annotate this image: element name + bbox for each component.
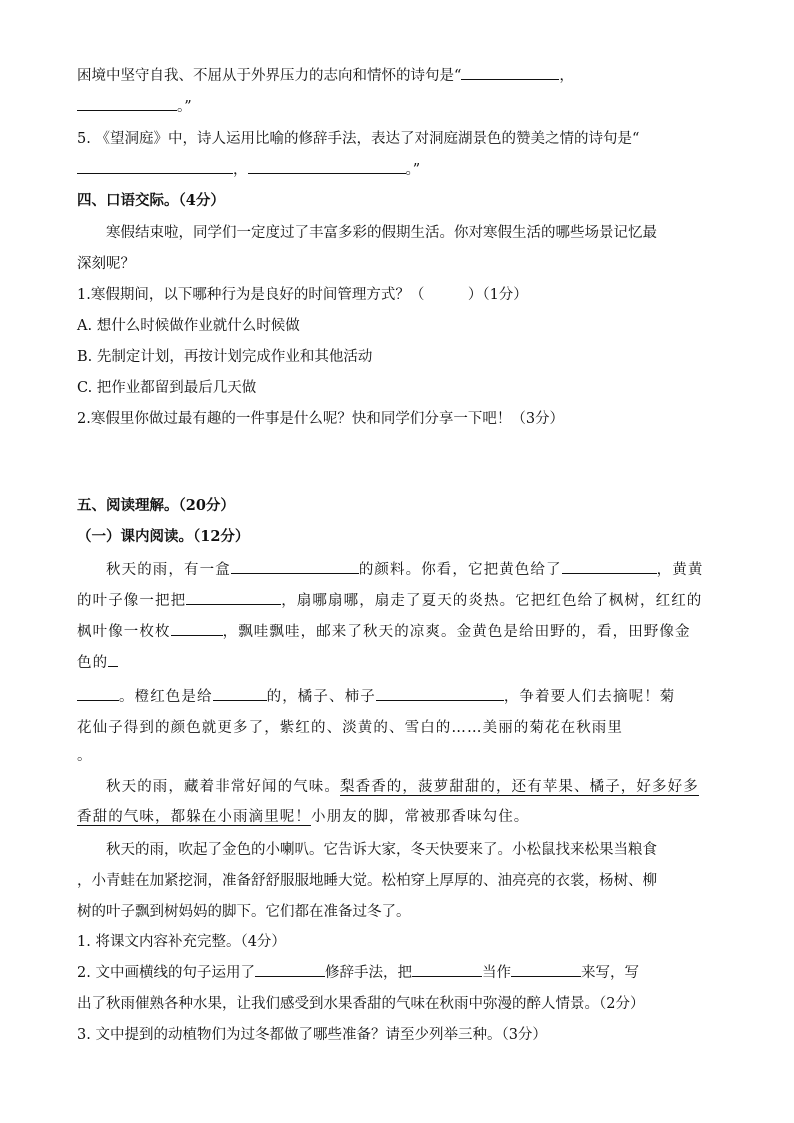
reading-question-3: 3. 文中提到的动植物们为过冬都做了哪些准备？请至少列举三种。（3分） — [77, 1027, 547, 1043]
question-text: 5. 《望洞庭》中，诗人运用比喻的修辞手法，表达了对洞庭湖景色的赞美之情的诗句是“ — [77, 131, 640, 147]
subsection-title: （一）课内阅读。（12分） — [77, 528, 250, 545]
section-4-title: 四、口语交际。（4分） — [77, 192, 225, 209]
passage-line: 花仙子得到的颜色就更多了，紫红的、淡黄的、雪白的……美丽的菊花在秋雨里 — [77, 720, 623, 736]
punct: ， — [233, 162, 248, 178]
passage-line: 。 — [77, 748, 92, 764]
answer-blank[interactable] — [412, 962, 482, 977]
answer-blank[interactable] — [255, 962, 325, 977]
question-5 — [77, 128, 639, 150]
passage-line: ，小青蛙在加紧挖洞，准备舒舒服服地睡大觉。松柏穿上厚厚的、油亮亮的衣裳，杨树、柳 — [77, 873, 657, 889]
punct: ， — [559, 68, 574, 84]
passage-line: 枫叶像一枚枚 ，飘哇飘哇，邮来了秋天的凉爽。金黄色是给田野的，看，田野像金 — [77, 621, 691, 643]
section-5-title: 五、阅读理解。（20分） — [77, 497, 235, 514]
reading-question-1: 1. 将课文内容补充完整。（4分） — [77, 934, 286, 950]
answer-blank[interactable] — [376, 686, 504, 701]
answer-blank[interactable] — [77, 96, 177, 111]
answer-blank[interactable] — [77, 686, 119, 701]
answer-blank[interactable] — [108, 652, 118, 667]
poem-fill-line-1 — [77, 65, 574, 87]
answer-blank[interactable] — [511, 962, 581, 977]
answer-blank[interactable] — [231, 559, 359, 574]
passage-line: 树的叶子飘到树妈妈的脚下。它们都在准备过冬了。 — [77, 904, 411, 920]
passage-line: 的叶子像一把把 ，扇哪扇哪，扇走了夏天的炎热。它把红色给了枫树，红红的 — [77, 590, 702, 612]
answer-blank[interactable] — [248, 159, 406, 174]
option-a[interactable]: A. 想什么时候做作业就什么时候做 — [77, 318, 300, 334]
answer-blank[interactable] — [171, 621, 223, 636]
passage-line: 秋天的雨，有一盒 的颜料。你看，它把黄色给了 ，黄黄 — [106, 559, 703, 581]
question-2: 2.寒假里你做过最有趣的一件事是什么呢？快和同学们分享一下吧！（3分） — [77, 411, 565, 427]
answer-blank[interactable] — [213, 686, 267, 701]
passage-line: 色的 — [77, 652, 118, 674]
reading-question-2: 2. 文中画横线的句子运用了 修辞手法，把 当作 来写，写 — [77, 962, 639, 984]
question-5-blanks — [77, 159, 420, 181]
passage-line: 香甜的气味，都躲在小雨滴里呢！小朋友的脚，常被那香味勾住。 — [77, 809, 530, 825]
question-1: 1.寒假期间，以下哪种行为是良好的时间管理方式？（ ）（1分） — [77, 287, 528, 303]
underlined-sentence: 梨香香的，菠萝甜甜的，还有苹果、橘子，好多好多 — [340, 779, 699, 795]
passage-line: 。橙红色是给 的，橘子、柿子 ，争着要人们去摘呢！菊 — [77, 686, 675, 708]
underlined-sentence: 香甜的气味，都躲在小雨滴里呢！ — [77, 809, 311, 825]
passage-line: 秋天的雨，吹起了金色的小喇叭。它告诉大家，冬天快要来了。小松鼠找来松果当粮食 — [106, 842, 657, 858]
option-b[interactable]: B. 先制定计划，再按计划完成作业和其他活动 — [77, 349, 373, 365]
reading-question-2-cont: 出了秋雨催熟各种水果，让我们感受到水果香甜的气味在秋雨中弥漫的醉人情景。（2分） — [77, 996, 645, 1012]
answer-blank[interactable] — [77, 159, 233, 174]
option-c[interactable]: C. 把作业都留到最后几天做 — [77, 380, 257, 396]
section-4-intro-cont: 深刻呢？ — [77, 256, 135, 272]
punct: 。” — [405, 162, 421, 178]
answer-blank[interactable] — [562, 559, 657, 574]
punct: 。” — [177, 99, 192, 115]
answer-blank[interactable] — [186, 590, 281, 605]
answer-blank[interactable] — [461, 65, 559, 80]
question-text: 困境中坚守自我、不屈从于外界压力的志向和情怀的诗句是“ — [77, 68, 462, 84]
passage-line: 秋天的雨，藏着非常好闻的气味。梨香香的，菠萝甜甜的，还有苹果、橘子，好多好多 — [106, 779, 699, 795]
section-4-intro: 寒假结束啦，同学们一定度过了丰富多彩的假期生活。你对寒假生活的哪些场景记忆最 — [106, 225, 657, 241]
poem-fill-line-2 — [77, 96, 192, 118]
